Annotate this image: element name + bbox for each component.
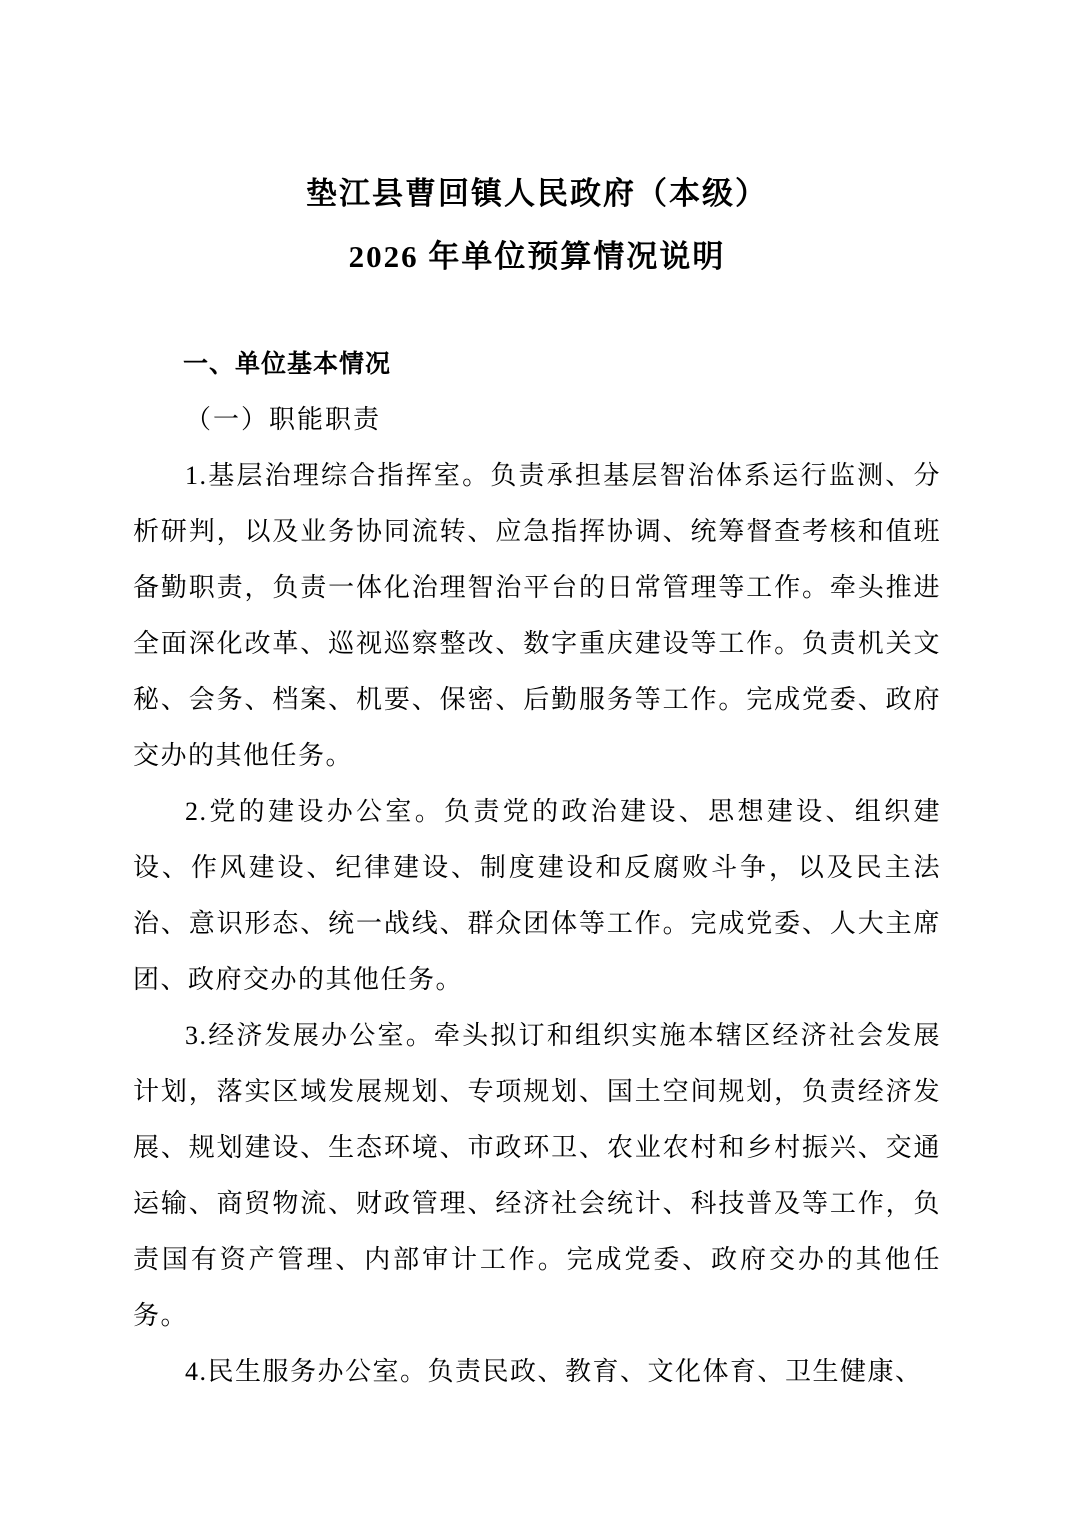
paragraph-grassroots-governance-office: 1.基层治理综合指挥室。负责承担基层智治体系运行监测、分析研判，以及业务协同流转、应急指挥协调、统筹督查考核和值班备勤职责，负责一体化治理智治平台的日常管理等工作。牵头推进全面深化改革、巡视巡察整改、数字重庆建设等工作。负责机关文秘、会务、档案、机要、保密、后勤服务等工作。完成党委、政府交办的其他任务。 — [133, 461, 941, 770]
subsection-heading-duties: （一）职能职责 — [185, 405, 382, 434]
paragraph-livelihood-services-office: 4.民生服务办公室。负责民政、教育、文化体育、卫生健康、 — [185, 1357, 923, 1386]
title-line-1: 垫江县曹回镇人民政府（本级） — [306, 176, 768, 211]
document-title — [133, 162, 941, 288]
title-line-2: 2026 年单位预算情况说明 — [348, 239, 726, 274]
paragraph-economic-development-office: 3.经济发展办公室。牵头拟订和组织实施本辖区经济社会发展计划，落实区域发展规划、专项规划、国土空间规划，负责经济发展、规划建设、生态环境、市政环卫、农业农村和乡村振兴、交通运输、商贸物流、财政管理、经济社会统计、科技普及等工作，负责国有资产管理、内部审计工作。完成党委、政府交办的其他任务。 — [133, 1021, 941, 1330]
section-heading-basic-info: 一、单位基本情况 — [183, 350, 392, 378]
paragraph-party-building-office: 2.党的建设办公室。负责党的政治建设、思想建设、组织建设、作风建设、纪律建设、制度建设和反腐败斗争，以及民主法治、意识形态、统一战线、群众团体等工作。完成党委、人大主席团、政府交办的其他任务。 — [133, 797, 941, 994]
